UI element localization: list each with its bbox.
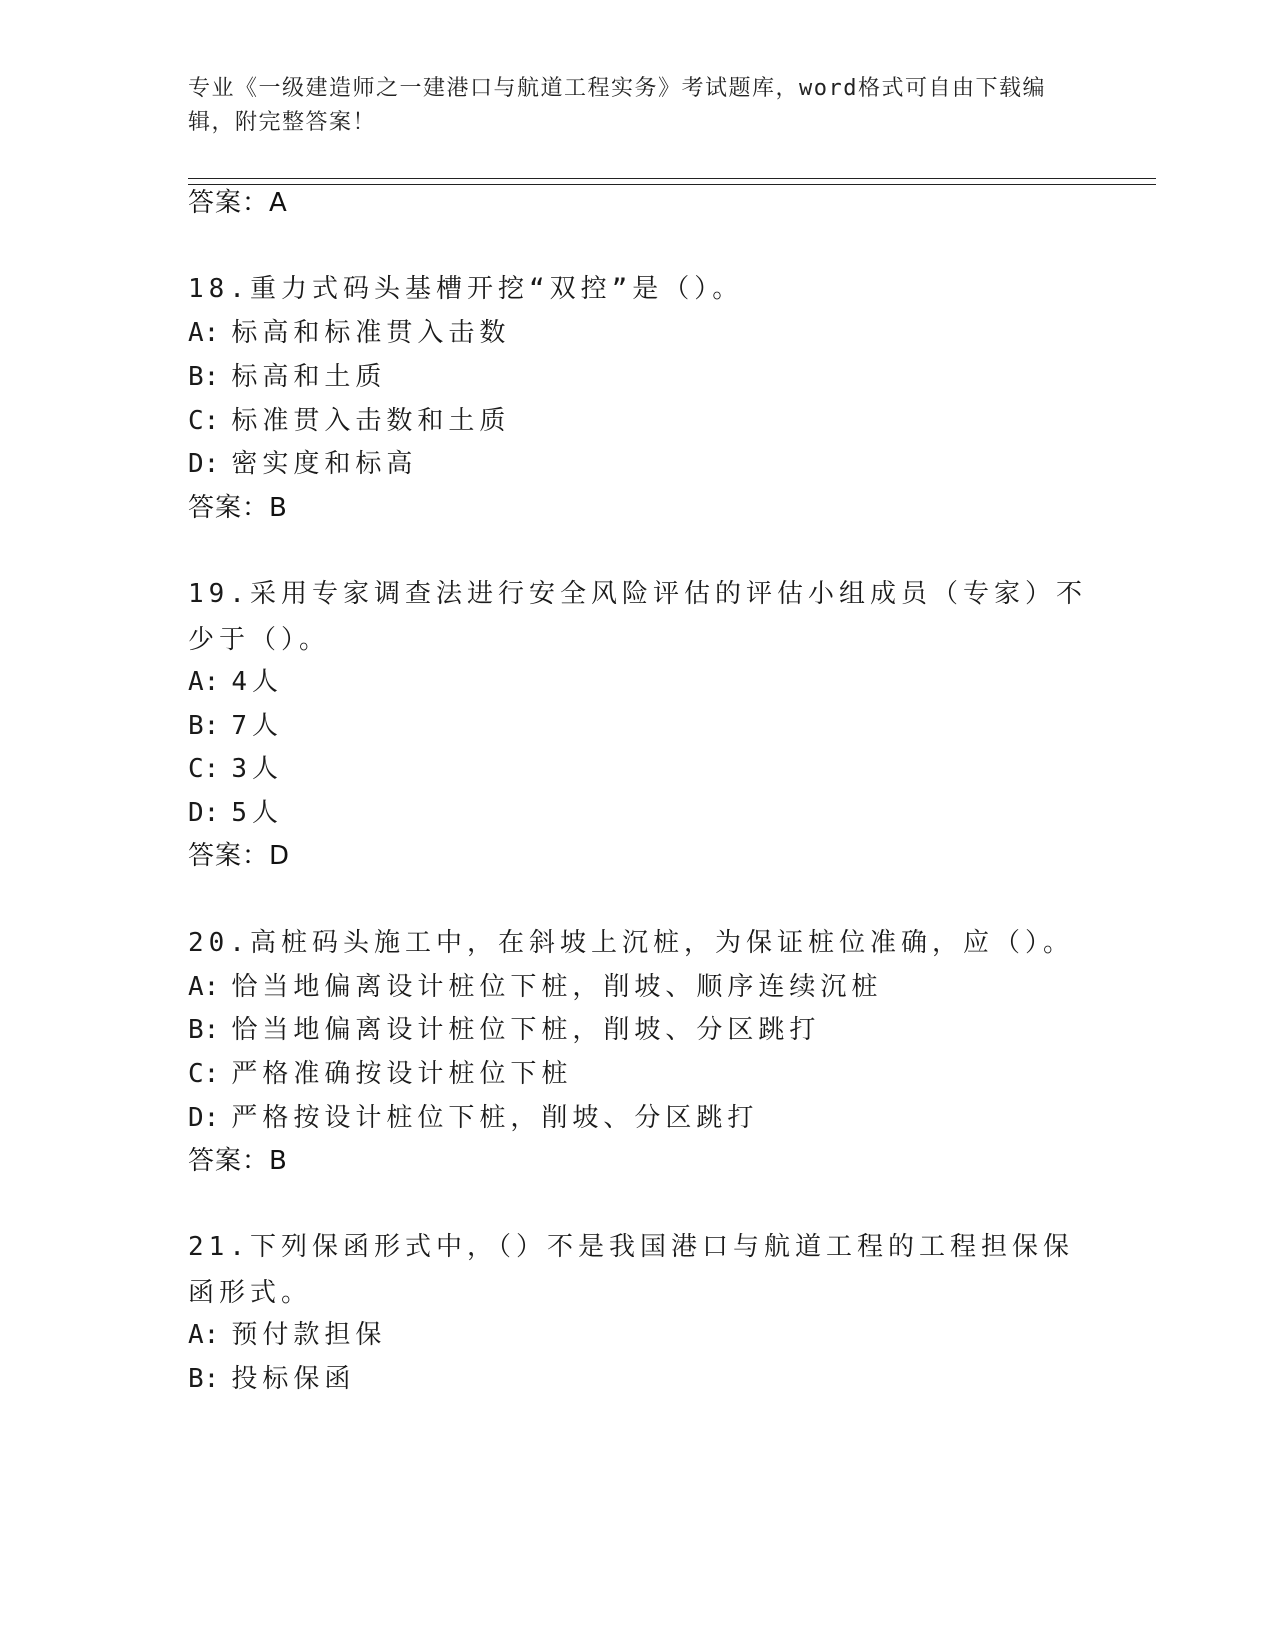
option-letter: B: [188, 711, 220, 741]
option-text: 3人 [231, 754, 283, 784]
option-letter: C: [188, 754, 220, 784]
question-20-option-b [188, 1013, 1088, 1047]
option-text: 投标保函 [231, 1364, 356, 1394]
question-19-option-a [188, 665, 1088, 699]
question-18-option-b [188, 360, 1088, 394]
answer-q20: 答案：B [188, 1146, 288, 1176]
option-text: 预付款担保 [231, 1320, 387, 1350]
option-letter: D: [188, 1103, 220, 1133]
option-text: 严格准确按设计桩位下桩 [231, 1059, 573, 1089]
answer-q19: 答案：D [188, 841, 291, 871]
question-19-option-b [188, 709, 1088, 743]
option-letter: D: [188, 449, 220, 479]
option-text: 恰当地偏离设计桩位下桩，削坡、分区跳打 [231, 1015, 821, 1045]
option-letter: C: [188, 1059, 220, 1089]
answer-q17: 答案：A [188, 188, 288, 218]
option-letter: C: [188, 406, 220, 436]
question-19-stem: 19.采用专家调查法进行安全风险评估的评估小组成员（专家）不少于（）。 [188, 579, 1087, 655]
question-21-option-b [188, 1362, 1088, 1396]
header-divider-bottom [188, 184, 1156, 185]
option-letter: A: [188, 318, 220, 348]
option-text: 严格按设计桩位下桩，削坡、分区跳打 [231, 1103, 759, 1133]
option-text: 标准贯入击数和土质 [231, 406, 511, 436]
question-18-option-a [188, 316, 1088, 350]
document-header: 专业《一级建造师之一建港口与航道工程实务》考试题库，word格式可自由下载编辑，附完整答案！ [188, 76, 1046, 135]
option-letter: B: [188, 362, 220, 392]
header-divider-top [188, 178, 1156, 179]
question-20-option-c [188, 1057, 1088, 1091]
option-text: 7人 [231, 711, 283, 741]
option-letter: B: [188, 1364, 220, 1394]
option-text: 标高和土质 [231, 362, 387, 392]
question-18-option-d [188, 447, 1088, 481]
question-20-stem: 20.高桩码头施工中，在斜坡上沉桩，为保证桩位准确，应（）。 [188, 928, 1074, 958]
option-letter: A: [188, 972, 220, 1002]
option-text: 标高和标准贯入击数 [231, 318, 511, 348]
option-letter: A: [188, 667, 220, 697]
answer-q18: 答案：B [188, 493, 288, 523]
option-text: 4人 [231, 667, 283, 697]
question-21-stem: 21.下列保函形式中，（）不是我国港口与航道工程的工程担保保函形式。 [188, 1232, 1074, 1308]
question-19-option-c [188, 752, 1088, 786]
question-20-option-d [188, 1101, 1088, 1135]
option-text: 5人 [231, 798, 283, 828]
question-18-stem: 18.重力式码头基槽开挖“双控”是（）。 [188, 274, 744, 304]
question-21-option-a [188, 1318, 1088, 1352]
option-letter: A: [188, 1320, 220, 1350]
option-text: 密实度和标高 [231, 449, 418, 479]
question-20-option-a [188, 970, 1088, 1004]
option-letter: D: [188, 798, 220, 828]
question-18-option-c [188, 404, 1088, 438]
question-19-option-d [188, 796, 1088, 830]
option-text: 恰当地偏离设计桩位下桩，削坡、顺序连续沉桩 [231, 972, 883, 1002]
option-letter: B: [188, 1015, 220, 1045]
